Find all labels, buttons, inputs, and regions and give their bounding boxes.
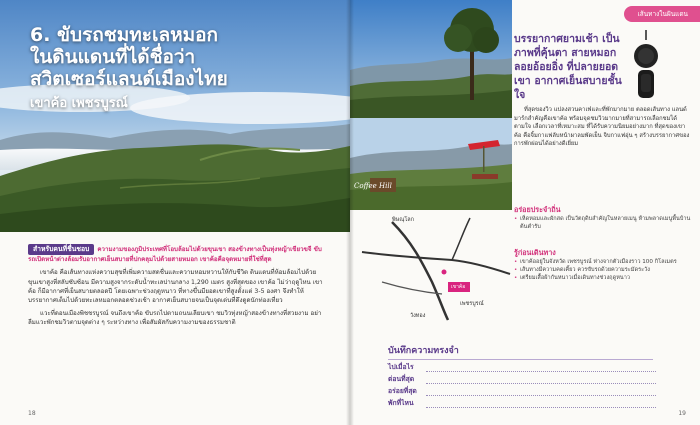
title-line-1: 6. ขับรถชมทะเลหมอก <box>30 24 219 46</box>
food-item: • เห็ดหอมและผักสด เป็นวัตถุดิบสำคัญในหลายเมนู ห้ามพลาดเมนูพื้นบ้านต้นตำรับ <box>514 215 694 231</box>
route-item: • เขาค้ออยู่ในจังหวัด เพชรบูรณ์ ห่างจากตัวเมืองราว 100 กิโลเมตร <box>514 258 694 266</box>
notes-row <box>388 397 668 408</box>
map-label-wang-thong: วังทอง <box>410 313 426 319</box>
compass-icon <box>633 30 659 104</box>
notes-row <box>388 361 668 372</box>
notes-label: ไปเมื่อไร <box>388 363 414 371</box>
intro-text <box>28 244 328 328</box>
title-line-2: ในดินแดนที่ได้ชื่อว่า <box>30 46 196 68</box>
notes-row <box>388 373 668 384</box>
route-item: • เตรียมเสื้อผ้ากันหนาวเมื่อเดินทางช่วงฤดูหนาว <box>514 274 694 282</box>
notes-label: อร่อยที่สุด <box>388 387 417 395</box>
route-map <box>352 212 512 322</box>
page-gutter <box>346 0 354 425</box>
coffee-hill-photo <box>350 118 512 210</box>
map-label-phetchabun: เพชรบูรณ์ <box>460 301 484 307</box>
food-list <box>514 215 694 231</box>
notes-label: ต่อนที่สุด <box>388 375 415 383</box>
section-tab: เส้นทางในฝันแดน <box>624 6 700 22</box>
hero-subtitle: เขาค้อ เพชรบูรณ์ <box>30 96 128 111</box>
map-label-phitsanulok: พิษณุโลก <box>392 217 415 223</box>
right-body-text <box>514 106 692 149</box>
mountain-tree-photo <box>350 0 512 118</box>
right-page <box>350 0 700 425</box>
notes-row <box>388 385 668 396</box>
route-heading: รู้ก่อนเดินทาง <box>514 248 556 257</box>
route-item: • เส้นทางมีความคดเคี้ยว ควรขับรถด้วยความระมัดระวัง <box>514 266 694 274</box>
hero-title <box>30 24 228 114</box>
page-number-right: 19 <box>678 410 686 417</box>
route-list <box>514 258 694 282</box>
notes-label: พักที่ไหน <box>388 399 414 407</box>
notes-line[interactable] <box>426 388 656 396</box>
title-line-3: สวิตเซอร์แลนด์เมืองไทย <box>30 68 228 90</box>
notes-title: บันทึกความทรงจำ <box>388 343 653 360</box>
right-paragraph-1: ที่สุดของวิว แปลงสวนคาเฟ่และที่พักมากมาย ตลอดเส้นทาง แลนด์มาร์กสำคัญคือเขาค้อ พร้อมจุดชมวิวมากมายที่สามารถเลือกชมได้ตามใจ เลือกเวลาที่เหมาะสม ที่ได้รับความนิยมอย่างมาก ที่สุดของเขาค้อ คือจิ้มกาแฟลับหน้าผาลมพัดเย็น จิบกาแฟอุ่น ๆ สร้างบรรยากาศของการพักผ่อนได้อย่างดีเยี่ยม <box>514 107 690 148</box>
pull-quote: บรรยากาศยามเช้า เป็นภาพที่คุ้นตา สายหมอกลอยอ้อยอิ่ง ที่ปลายยอดเขา อากาศเย็นสบายชั้นใจ <box>514 33 622 101</box>
intro-tag: สำหรับคนที่ชื่นชอบ <box>28 244 94 255</box>
intro-lead: ความงามของภูมิประเทศที่โอบล้อมไปด้วยขุนเขา สองข้างทางเป็นทุ่งหญ้าเขียวขจี ขับรถเปิดหน้าต่างล้อมรับอากาศเย็นสบายที่ปกคลุมไปด้วยสายหมอก เขาค้อคือจุดหมายที่ใช่ที่สุด <box>28 246 322 264</box>
coffee-hill-sign: Coffee Hill <box>354 182 392 190</box>
food-heading: อร่อยประจำถิ่น <box>514 205 561 214</box>
notes-line[interactable] <box>426 376 656 384</box>
map-label-khao-kho: เขาค้อ <box>451 284 466 290</box>
paragraph-1: เขาค้อ คือเส้นทางแห่งความสุขที่เพิ่มความสดชื่นและความหอมหวานให้กับชีวิต ดินแดนที่ห้อมล้อมไปด้วยขุนเขาสูงที่สลับซับซ้อน มีความสูงจากระดับน้ำทะเลปานกลาง 1,290 เมตร สูงที่สุดของ เขาค้อ ไม่ว่าฤดูไหน เขาค้อ ก็มีอากาศที่เย็นสบายตลอดปี โดยเฉพาะช่วงฤดูหนาว ที่ทางขึ้นมียอดเขาที่สูงตั้งแต่ 3-5 องศา จึงทำให้บรรยากาศเต็มไปด้วยทะเลหมอกตลอดช่วงเช้า อากาศเย็นสบายจนเป็นจุดเด่นที่ดึงดูดนักท่องเที่ยว <box>28 269 323 305</box>
memory-notes <box>388 343 668 408</box>
notes-line[interactable] <box>426 400 656 408</box>
hero-photo <box>0 0 350 232</box>
paragraph-2: แวะที่ดอนเมืองพิชชรบูรณ์ จนถึงเขาค้อ ขับรถไปตามถนนเลียบเขา ชมวิวทุ่งหญ้าสองข้างทางที่สวยงาม อย่าลืมแวะพักชมวิวตามจุดต่าง ๆ ระหว่างทาง เพื่อสัมผัสกับความงามของธรรมชาติ <box>28 310 322 327</box>
notes-line[interactable] <box>426 364 656 372</box>
page-number-left: 18 <box>28 410 36 417</box>
